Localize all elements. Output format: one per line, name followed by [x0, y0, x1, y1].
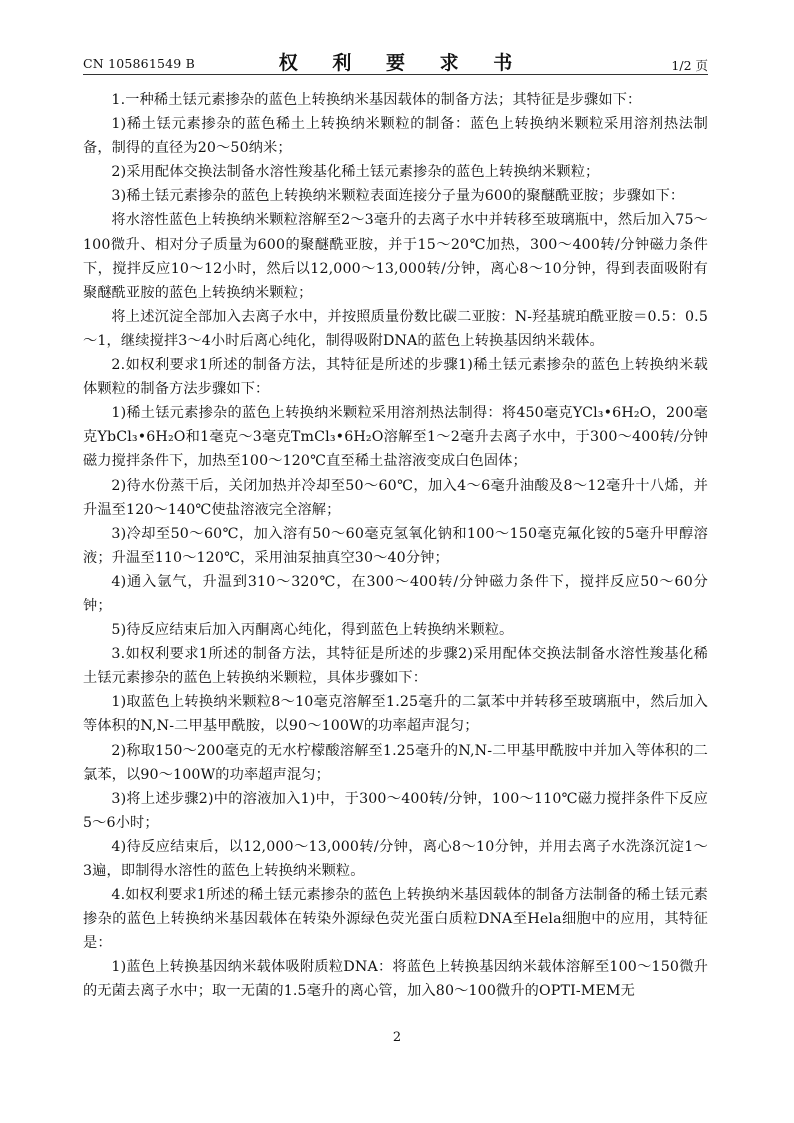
claim-paragraph: 5)待反应结束后加入丙酮离心纯化，得到蓝色上转换纳米颗粒。 [111, 622, 514, 639]
claim-paragraph: 4)待反应结束后，以12,000～13,000转/分钟，离心8～10分钟，并用去离子水洗涤沉淀1～3遍，即制得水溶性的蓝色上转换纳米颗粒。 [83, 838, 708, 879]
page-header [83, 46, 708, 74]
page-number: 2 [392, 1030, 402, 1045]
claim-paragraph: 将上述沉淀全部加入去离子水中，并按照质量份数比碳二亚胺：N-羟基琥珀酰亚胺＝0.5：0.5～1，继续搅拌3～4小时后离心纯化，制得吸附DNA的蓝色上转换基因纳米载体。 [83, 308, 708, 349]
claims-body [83, 88, 708, 1004]
claim-paragraph: 3)稀土铥元素掺杂的蓝色上转换纳米颗粒表面连接分子量为600的聚醚酰亚胺；步骤如下： [111, 188, 685, 205]
claim-paragraph: 4.如权利要求1所述的稀土铥元素掺杂的蓝色上转换纳米基因载体的制备方法制备的稀土铥元素掺杂的蓝色上转换纳米基因载体在转染外源绿色荧光蛋白质粒DNA至Hela细胞中的应用，其特征是： [83, 887, 708, 952]
claim-paragraph: 3)冷却至50～60℃，加入溶有50～60毫克氢氧化钠和100～150毫克氟化铵的5毫升甲醇溶液；升温至110～120℃，采用油泵抽真空30～40分钟； [83, 525, 708, 566]
claim-paragraph: 1)取蓝色上转换纳米颗粒8～10毫克溶解至1.25毫升的二氯苯中并转移至玻璃瓶中，然后加入等体积的N,N-二甲基甲酰胺，以90～100W的功率超声混匀； [83, 694, 708, 735]
page-indicator: 1/2 页 [671, 58, 708, 73]
claim-paragraph: 3)将上述步骤2)中的溶液加入1)中，于300～400转/分钟，100～110℃磁力搅拌条件下反应5～6小时； [83, 790, 708, 831]
claim-paragraph: 1)稀土铥元素掺杂的蓝色上转换纳米颗粒采用溶剂热法制得：将450毫克YCl₃•6H₂O，200毫克YbCl₃•6H₂O和1毫克～3毫克TmCl₃•6H₂O溶解至1～2毫升去离子水中，于300～400转/分钟磁力搅拌条件下，加热至100～120℃直至稀土盐溶液变成白色固体； [83, 405, 708, 470]
claim-paragraph: 2.如权利要求1所述的制备方法，其特征是所述的步骤1)稀土铥元素掺杂的蓝色上转换纳米载体颗粒的制备方法步骤如下： [83, 357, 708, 398]
claim-paragraph: 1)蓝色上转换基因纳米载体吸附质粒DNA：将蓝色上转换基因纳米载体溶解至100～150微升的无菌去离子水中；取一无菌的1.5毫升的离心管，加入80～100微升的OPTI-MEM无 [83, 959, 708, 1000]
patent-number: CN 105861549 B [83, 56, 196, 71]
claim-paragraph: 3.如权利要求1所述的制备方法，其特征是所述的步骤2)采用配体交换法制备水溶性羧基化稀土铥元素掺杂的蓝色上转换纳米颗粒，具体步骤如下： [83, 646, 708, 687]
claim-paragraph: 2)称取150～200毫克的无水柠檬酸溶解至1.25毫升的N,N-二甲基甲酰胺中并加入等体积的二氯苯，以90～100W的功率超声混匀； [83, 742, 708, 783]
header-rule [83, 74, 708, 75]
claim-paragraph: 2)待水份蒸干后，关闭加热并冷却至50～60℃，加入4～6毫升油酸及8～12毫升十八烯，并升温至120～140℃使盐溶液完全溶解； [83, 477, 708, 518]
page-title: 权 利 要 求 书 [278, 52, 527, 74]
claim-paragraph: 将水溶性蓝色上转换纳米颗粒溶解至2～3毫升的去离子水中并转移至玻璃瓶中，然后加入75～100微升、相对分子质量为600的聚醚酰亚胺，并于15～20℃加热，300～400转/分钟磁力条件下，搅拌反应10～12小时，然后以12,000～13,000转/分钟，离心8～10分钟，得到表面吸附有聚醚酰亚胺的蓝色上转换纳米颗粒； [83, 212, 708, 301]
claim-paragraph: 1)稀土铥元素掺杂的蓝色稀土上转换纳米颗粒的制备：蓝色上转换纳米颗粒采用溶剂热法制备，制得的直径为20～50纳米； [83, 116, 708, 157]
claim-paragraph: 1.一种稀土铥元素掺杂的蓝色上转换纳米基因载体的制备方法；其特征是步骤如下： [111, 92, 642, 108]
claim-paragraph: 2)采用配体交换法制备水溶性羧基化稀土铥元素掺杂的蓝色上转换纳米颗粒； [111, 164, 600, 181]
claim-paragraph: 4)通入氩气，升温到310～320℃，在300～400转/分钟磁力条件下，搅拌反应50～60分钟； [83, 573, 708, 614]
